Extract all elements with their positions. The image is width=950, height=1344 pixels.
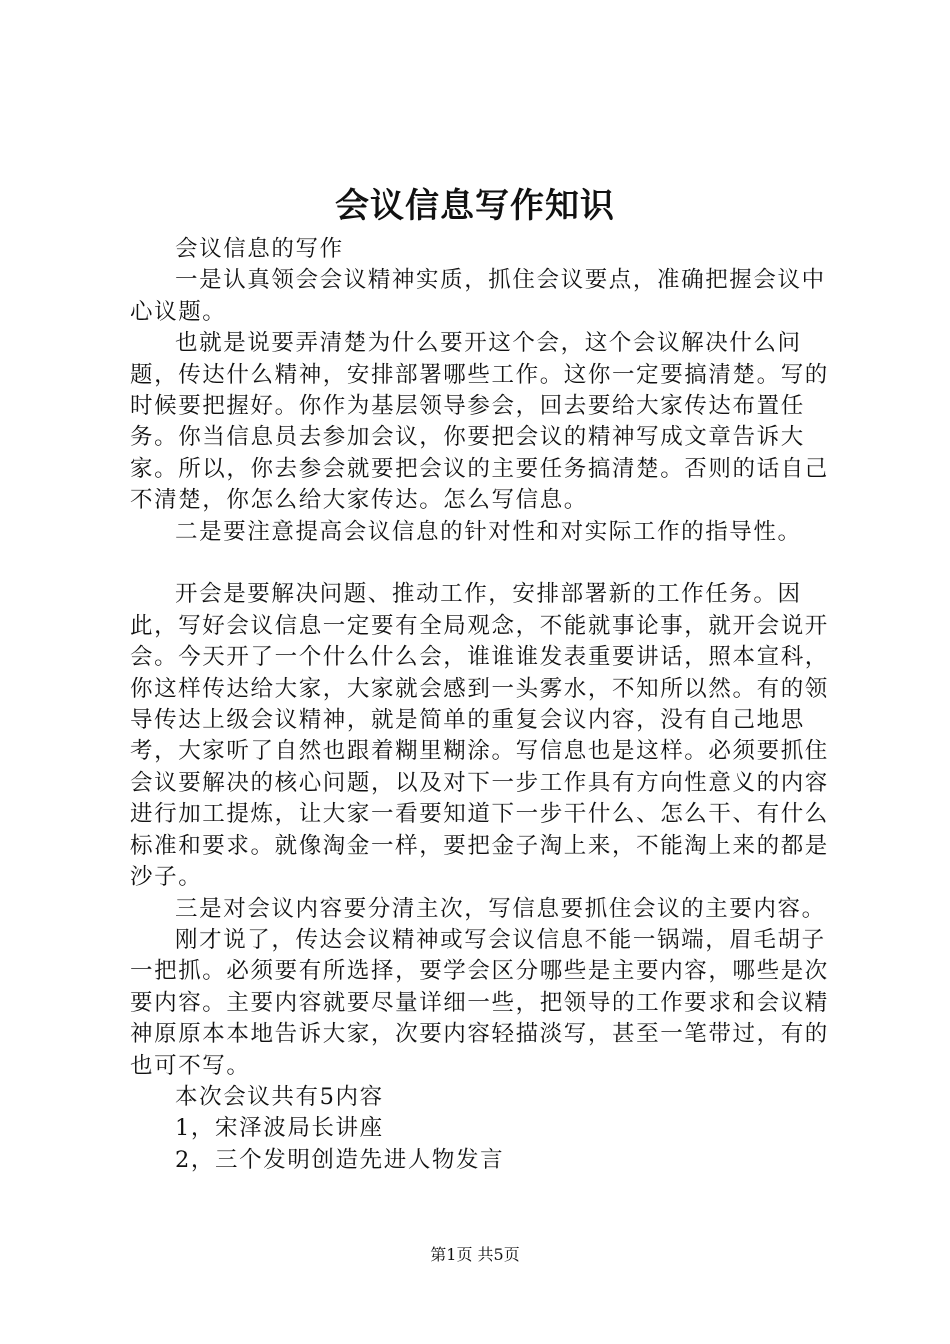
document-title: 会议信息写作知识 <box>335 186 615 226</box>
paragraph-point-two: 二是要注意提高会议信息的针对性和对实际工作的指导性。 <box>175 518 802 545</box>
document-body <box>130 234 845 1176</box>
list-item-one: 1，宋泽波局长讲座 <box>175 1115 384 1142</box>
paragraph-point-one: 一是认真领会会议精神实质，抓住会议要点，准确把握会议中心议题。 <box>130 267 826 325</box>
paragraph-explanation-two: 开会是要解决问题、推动工作，安排部署新的工作任务。因此，写好会议信息一定要有全局观念，不能就事论事，就开会说开会。今天开了一个什么什么会，谁谁谁发表重要讲话，照本宣科，你这样传达给大家，大家就会感到一头雾水，不知所以然。有的领导传达上级会议精神，就是简单的重复会议内容，没有自己地思考，大家听了自然也跟着糊里糊涂。写信息也是这样。必须要抓住会议要解决的核心问题，以及对下一步工作具有方向性意义的内容进行加工提炼，让大家一看要知道下一步干什么、怎么干、有什么标准和要求。就像淘金一样，要把金子淘上来，不能淘上来的都是沙子。 <box>130 581 829 891</box>
paragraph-explanation-one: 也就是说要弄清楚为什么要开这个会，这个会议解决什么问题，传达什么精神，安排部署哪些工作。这你一定要搞清楚。写的时候要把握好。你作为基层领导参会，回去要给大家传达布置任务。你当信息员去参加会议，你要把会议的精神写成文章告诉大家。所以，你去参会就要把会议的主要任务搞清楚。否则的话自己不清楚，你怎么给大家传达。怎么写信息。 <box>130 330 829 514</box>
page-number-footer: 第1页 共5页 <box>430 1245 520 1264</box>
paragraph-point-three: 三是对会议内容要分清主次，写信息要抓住会议的主要内容。 <box>175 895 826 922</box>
paragraph-heading: 会议信息的写作 <box>175 236 344 262</box>
list-item-two: 2，三个发明创造先进人物发言 <box>175 1146 505 1173</box>
paragraph-explanation-three: 刚才说了，传达会议精神或写会议信息不能一锅端，眉毛胡子一把抓。必须要有所选择，要学会区分哪些是主要内容，哪些是次要内容。主要内容就要尽量详细一些，把领导的工作要求和会议精神原原本本地告诉大家，次要内容轻描淡写，甚至一笔带过，有的也可不写。 <box>130 926 829 1079</box>
paragraph-meeting-summary: 本次会议共有5内容 <box>175 1083 384 1110</box>
